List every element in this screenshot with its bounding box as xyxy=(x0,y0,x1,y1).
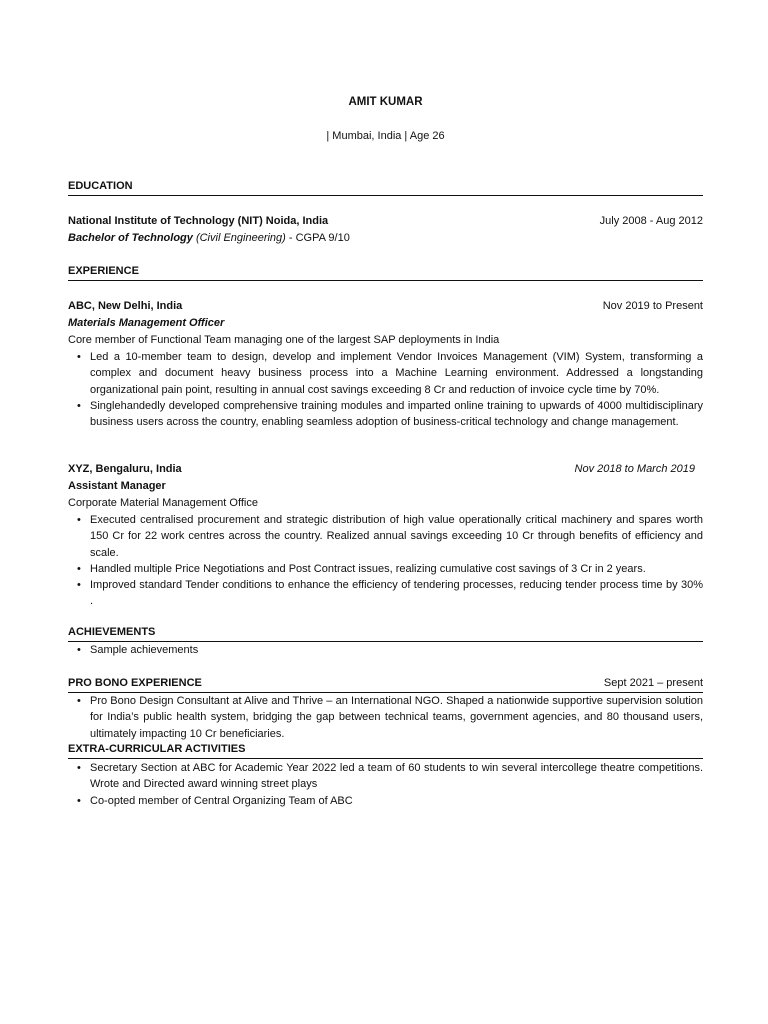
experience-heading xyxy=(68,264,703,281)
contact-line: | Mumbai, India | Age 26 xyxy=(326,130,445,142)
job-bullet: • Singlehandedly developed comprehensive training modules and imparted online training to upwards of 4000 multidisciplinary business users across the country, enabling seamless adoption of business-critical technology and change management. xyxy=(68,398,703,431)
extracurricular-item: • Co-opted member of Central Organizing Team of ABC xyxy=(68,793,703,809)
education-entry xyxy=(68,213,703,247)
job-title: Assistant Manager xyxy=(68,480,166,492)
achievements-list-block xyxy=(68,642,703,658)
degree-specialization: (Civil Engineering) xyxy=(195,232,286,244)
education-heading-text: EDUCATION xyxy=(68,180,133,192)
achievements-list xyxy=(68,642,703,658)
education-heading xyxy=(68,179,703,196)
degree-line xyxy=(68,230,703,247)
job-bullet-list xyxy=(68,349,703,430)
extracurricular-item: • Secretary Section at ABC for Academic Year 2022 led a team of 60 students to win several intercollege theatre competitions. Wrote and Directed award winning street plays xyxy=(68,760,703,793)
job-bullet: • Handled multiple Price Negotiations and Post Contract issues, realizing cumulative cost savings of 3 Cr in 2 years. xyxy=(68,561,703,577)
extracurricular-heading xyxy=(68,742,703,759)
job-bullet: • Executed centralised procurement and strategic distribution of high value operationally critical machinery and spares worth 150 Cr for 22 work centres across the country. Realized annual savings exceeding 10 Cr through benefits of efficiency and scale. xyxy=(68,512,703,561)
pro-bono-heading xyxy=(68,676,703,693)
job-entry xyxy=(68,298,703,430)
pro-bono-list-block xyxy=(68,693,703,742)
pro-bono-list xyxy=(68,693,703,742)
degree-grade: - CGPA 9/10 xyxy=(285,232,350,244)
achievements-heading-text: ACHIEVEMENTS xyxy=(68,626,156,638)
job-subtitle: Corporate Material Management Office xyxy=(68,497,258,509)
extracurricular-list xyxy=(68,760,703,809)
job-title: Materials Management Officer xyxy=(68,317,225,329)
pro-bono-dates: Sept 2021 – present xyxy=(603,677,703,689)
job-company: XYZ, Bengaluru, India xyxy=(68,463,182,475)
candidate-name: AMIT KUMAR xyxy=(348,96,423,108)
degree-name: Bachelor of Technology xyxy=(68,232,193,244)
job-company: ABC, New Delhi, India xyxy=(68,300,183,312)
job-bullet: • Improved standard Tender conditions to enhance the efficiency of tendering processes, reducing tender process time by 30% . xyxy=(68,577,703,610)
achievements-heading xyxy=(68,625,703,642)
institution-name: National Institute of Technology (NIT) Noida, India xyxy=(68,215,329,227)
job-bullet-list xyxy=(68,512,703,610)
job-entry xyxy=(68,461,703,610)
achievement-item: • Sample achievements xyxy=(68,642,703,658)
job-bullet: • Led a 10-member team to design, develop and implement Vendor Invoices Management (VIM) System, transforming a complex and document heavy business process into a Machine Learning environment. Addressed a longstanding organizational pain point, resulting in annual cost savings exceeding 8 Cr and reduction of invoice cycle time by 70%. xyxy=(68,349,703,398)
pro-bono-item: • Pro Bono Design Consultant at Alive and Thrive – an International NGO. Shaped a nationwide supportive supervision solution for India’s public health system, bridging the gap between technical teams, government agencies, and 80 thousand users, ultimately impacting 10 Cr beneficiaries. xyxy=(68,693,703,742)
extracurricular-heading-text: EXTRA-CURRICULAR ACTIVITIES xyxy=(68,743,246,755)
pro-bono-heading-text: PRO BONO EXPERIENCE xyxy=(68,677,202,689)
extracurricular-list-block xyxy=(68,760,703,809)
job-dates: Nov 2018 to March 2019 xyxy=(574,463,695,475)
experience-heading-text: EXPERIENCE xyxy=(68,265,139,277)
job-dates: Nov 2019 to Present xyxy=(602,300,703,312)
job-subtitle: Core member of Functional Team managing one of the largest SAP deployments in India xyxy=(68,334,500,346)
education-dates: July 2008 - Aug 2012 xyxy=(599,215,703,227)
